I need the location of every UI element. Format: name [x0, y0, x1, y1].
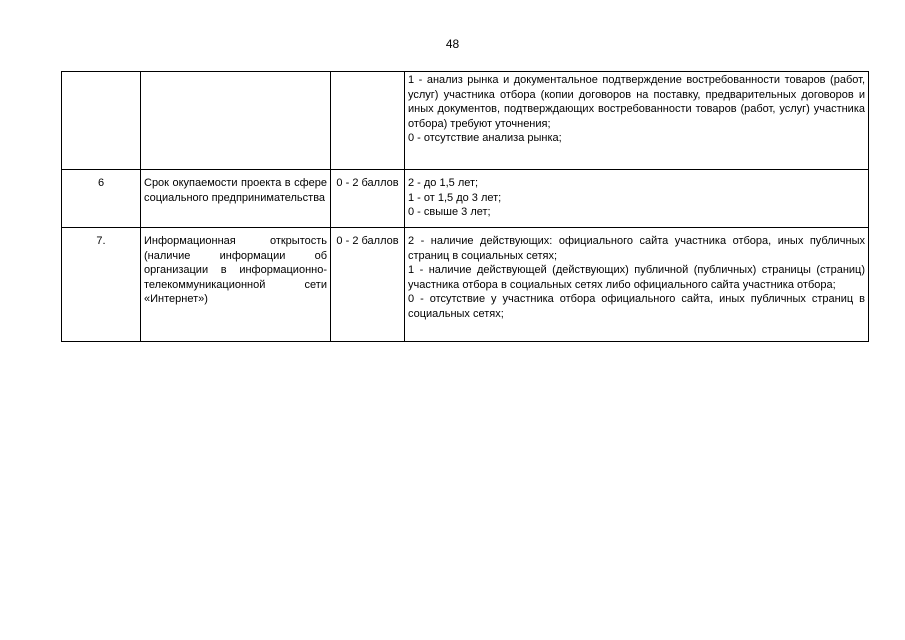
- table-row: [62, 72, 869, 170]
- criterion-name-cell: Информационная открытость (наличие информации об организации в информационно-телекоммуникационной сети «Интернет»): [141, 228, 331, 342]
- criterion-number-cell: [62, 72, 141, 170]
- description-line: 1 - анализ рынка и документальное подтверждение востребованности товаров (работ, услуг) участника отбора (копии договоров на поставку, предварительных договоров и иных документов, подтверждающих востребованности товаров (работ, услуг) участника отбора) требуют уточнения;: [408, 74, 865, 130]
- criterion-score-cell: [331, 72, 405, 170]
- criterion-number-cell: 7.: [62, 228, 141, 342]
- criterion-name-cell: [141, 72, 331, 170]
- description-line: 2 - наличие действующих: официального сайта участника отбора, иных публичных страниц в социальных сетях;: [408, 235, 865, 262]
- table-row: [62, 170, 869, 228]
- criterion-number-cell: 6: [62, 170, 141, 228]
- criterion-description-cell: [405, 228, 869, 342]
- page-number: 48: [445, 37, 460, 51]
- description-line: 2 - до 1,5 лет;: [408, 177, 479, 189]
- description-line: 1 - наличие действующей (действующих) публичной (публичных) страницы (страниц) участника отбора в социальных сетях либо официального сайта участника отбора;: [408, 264, 865, 291]
- criterion-score-cell: 0 - 2 баллов: [331, 228, 405, 342]
- description-line: 0 - отсутствие у участника отбора официального сайта, иных публичных страниц в социальных сетях;: [408, 293, 865, 320]
- table-row: [62, 228, 869, 342]
- criteria-table: [61, 71, 869, 342]
- criterion-name-cell: Срок окупаемости проекта в сфере социального предпринимательства: [141, 170, 331, 228]
- description-line: 0 - отсутствие анализа рынка;: [408, 132, 562, 144]
- criterion-description-cell: [405, 170, 869, 228]
- criterion-description-cell: [405, 72, 869, 170]
- description-line: 0 - свыше 3 лет;: [408, 206, 491, 218]
- description-line: 1 - от 1,5 до 3 лет;: [408, 191, 502, 204]
- criterion-score-cell: 0 - 2 баллов: [331, 170, 405, 228]
